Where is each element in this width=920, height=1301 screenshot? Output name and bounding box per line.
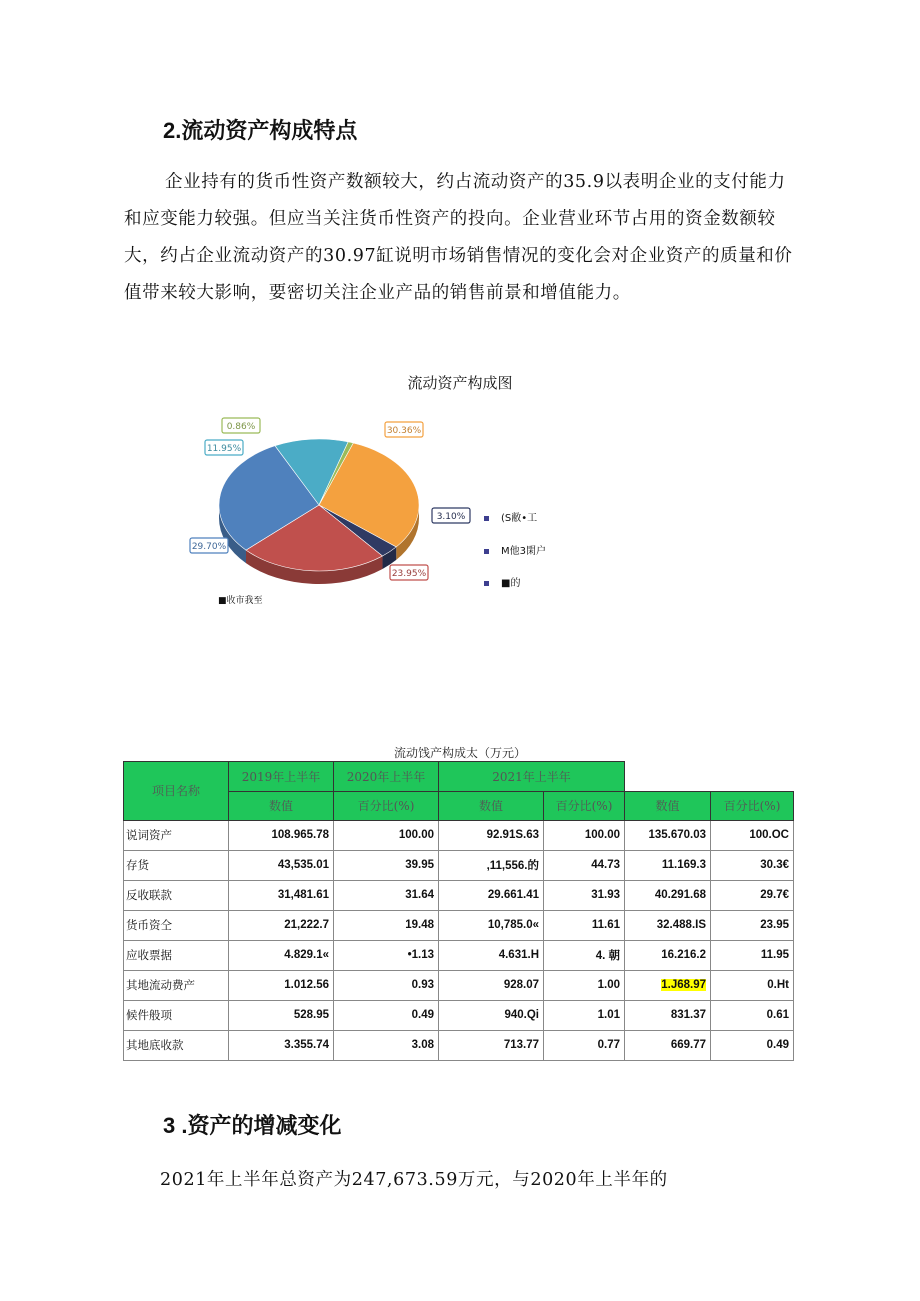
legend-item-2: [484, 542, 546, 557]
slice-label: [190, 538, 228, 553]
row-name: 其地流动费产: [124, 970, 229, 1000]
table-cell: 831.37: [625, 1000, 711, 1030]
sub-header: 百分比(%): [544, 791, 625, 820]
table-row: [124, 880, 794, 910]
table-cell: 19.48: [334, 910, 439, 940]
table-cell: 1.01: [544, 1000, 625, 1030]
row-name: 应收票据: [124, 940, 229, 970]
table-cell: 11.169.3: [625, 850, 711, 880]
legend-swatch: [484, 516, 489, 521]
table-row: [124, 970, 794, 1000]
sub-header: 百分比(%): [334, 791, 439, 820]
table-cell: [625, 970, 711, 1000]
legend-swatch: [484, 549, 489, 554]
table-cell: 1.012.56: [229, 970, 334, 1000]
table-row: [124, 820, 794, 850]
slice-label-text: 30.36%: [386, 426, 422, 436]
legend-swatch: [484, 581, 489, 586]
table-cell: 0.Ht: [711, 970, 794, 1000]
slice-label-text: 11.95%: [206, 444, 242, 454]
table-cell: 100.00: [334, 820, 439, 850]
table-cell: 16.216.2: [625, 940, 711, 970]
table-cell: ,11,556.的: [439, 850, 544, 880]
table-cell: 669.77: [625, 1030, 711, 1060]
chart-title: 流动资产构成图: [407, 374, 513, 392]
sub-header: 百分比(%): [711, 791, 794, 820]
table-cell: 11.61: [544, 910, 625, 940]
table-cell: 4.631.H: [439, 940, 544, 970]
legend-label: M他3閑户: [501, 546, 546, 557]
table-cell: 135.670.03: [625, 820, 711, 850]
table-cell: 0.93: [334, 970, 439, 1000]
table-row: [124, 1030, 794, 1060]
table-cell: 108.965.78: [229, 820, 334, 850]
table-cell: 528.95: [229, 1000, 334, 1030]
row-name: 存货: [124, 850, 229, 880]
table-cell: 928.07: [439, 970, 544, 1000]
table-row: [124, 850, 794, 880]
table-cell: 43,535.01: [229, 850, 334, 880]
legend-item-3: [484, 574, 520, 589]
year-header: 2019年上半年: [229, 762, 334, 792]
year-header: 2021年上半年: [439, 762, 625, 792]
table-cell: 100.00: [544, 820, 625, 850]
table-cell: 31,481.61: [229, 880, 334, 910]
table-cell: 0.61: [711, 1000, 794, 1030]
highlighted-value: 1.J68.97: [661, 979, 706, 991]
table-cell: 3.08: [334, 1030, 439, 1060]
slice-label: [432, 508, 470, 523]
analysis-paragraph: 企业持有的货币性资产数额较大，约占流动资产的35.9以表明企业的支付能力和应变能力较强。但应当关注货币性资产的投向。企业营业环节占用的资金数额较大，约占企业流动资产的30.97缸说明市场销售情况的变化会对企业资产的质量和价值带来较大影响，要密切关注企业产品的销售前景和增值能力。: [124, 172, 793, 303]
slice-label: [385, 422, 423, 437]
row-name: 候件般项: [124, 1000, 229, 1030]
table-cell: 4.829.1«: [229, 940, 334, 970]
table-cell: 11.95: [711, 940, 794, 970]
table-row: [124, 910, 794, 940]
row-name: 货币资仝: [124, 910, 229, 940]
table-cell: 40.291.68: [625, 880, 711, 910]
legend-label: (S敝•工: [501, 513, 538, 524]
table-cell: 10,785.0«: [439, 910, 544, 940]
table-cell: 92.91S.63: [439, 820, 544, 850]
table-cell: 44.73: [544, 850, 625, 880]
table-cell: 23.95: [711, 910, 794, 940]
table-row: [124, 1000, 794, 1030]
table-cell: 940.Qi: [439, 1000, 544, 1030]
slice-label-text: 29.70%: [191, 542, 227, 552]
sub-header: 数值: [625, 791, 711, 820]
empty-cell: [625, 762, 794, 792]
table-cell: 3.355.74: [229, 1030, 334, 1060]
legend-label: ■的: [501, 578, 521, 589]
sub-header: 数值: [439, 791, 544, 820]
row-name: 其地底收款: [124, 1030, 229, 1060]
row-name: 反收联款: [124, 880, 229, 910]
row-name: 说词资产: [124, 820, 229, 850]
table-cell: 0.49: [334, 1000, 439, 1030]
table-cell: 31.93: [544, 880, 625, 910]
legend-item-1: [484, 509, 537, 524]
legend-bottom: ■收市我至: [218, 596, 263, 606]
table-cell: 31.64: [334, 880, 439, 910]
table-cell: 21,222.7: [229, 910, 334, 940]
slice-label: [205, 440, 243, 455]
asset-table: [123, 761, 794, 1061]
summary-line: 2021年上半年总资产为247,673.59万元，与2020年上半年的: [160, 1170, 668, 1190]
slice-label: [222, 418, 260, 433]
table-cell: 1.00: [544, 970, 625, 1000]
table-cell: 0.49: [711, 1030, 794, 1060]
table-cell: 32.488.IS: [625, 910, 711, 940]
section-heading: 3 .资产的增减变化: [163, 1113, 342, 1138]
table-cell: 100.OC: [711, 820, 794, 850]
table-title: 流动饯产构成太（万元）: [393, 746, 526, 760]
table-cell: 29.661.41: [439, 880, 544, 910]
slice-label-text: 0.86%: [226, 422, 256, 432]
corner-header: 项目名称: [124, 762, 229, 821]
table-cell: 39.95: [334, 850, 439, 880]
table-cell: •1.13: [334, 940, 439, 970]
section-heading: 2.流动资产构成特点: [163, 118, 358, 143]
slice-label-text: 3.10%: [436, 512, 466, 522]
table-cell: 30.3€: [711, 850, 794, 880]
year-header: 2020年上半年: [334, 762, 439, 792]
slice-label: [390, 565, 428, 580]
table-cell: 713.77: [439, 1030, 544, 1060]
table-row: [124, 940, 794, 970]
slice-label-text: 23.95%: [391, 569, 427, 579]
table-cell: 29.7€: [711, 880, 794, 910]
table-cell: 4. 朝: [544, 940, 625, 970]
table-cell: 0.77: [544, 1030, 625, 1060]
sub-header: 数值: [229, 791, 334, 820]
